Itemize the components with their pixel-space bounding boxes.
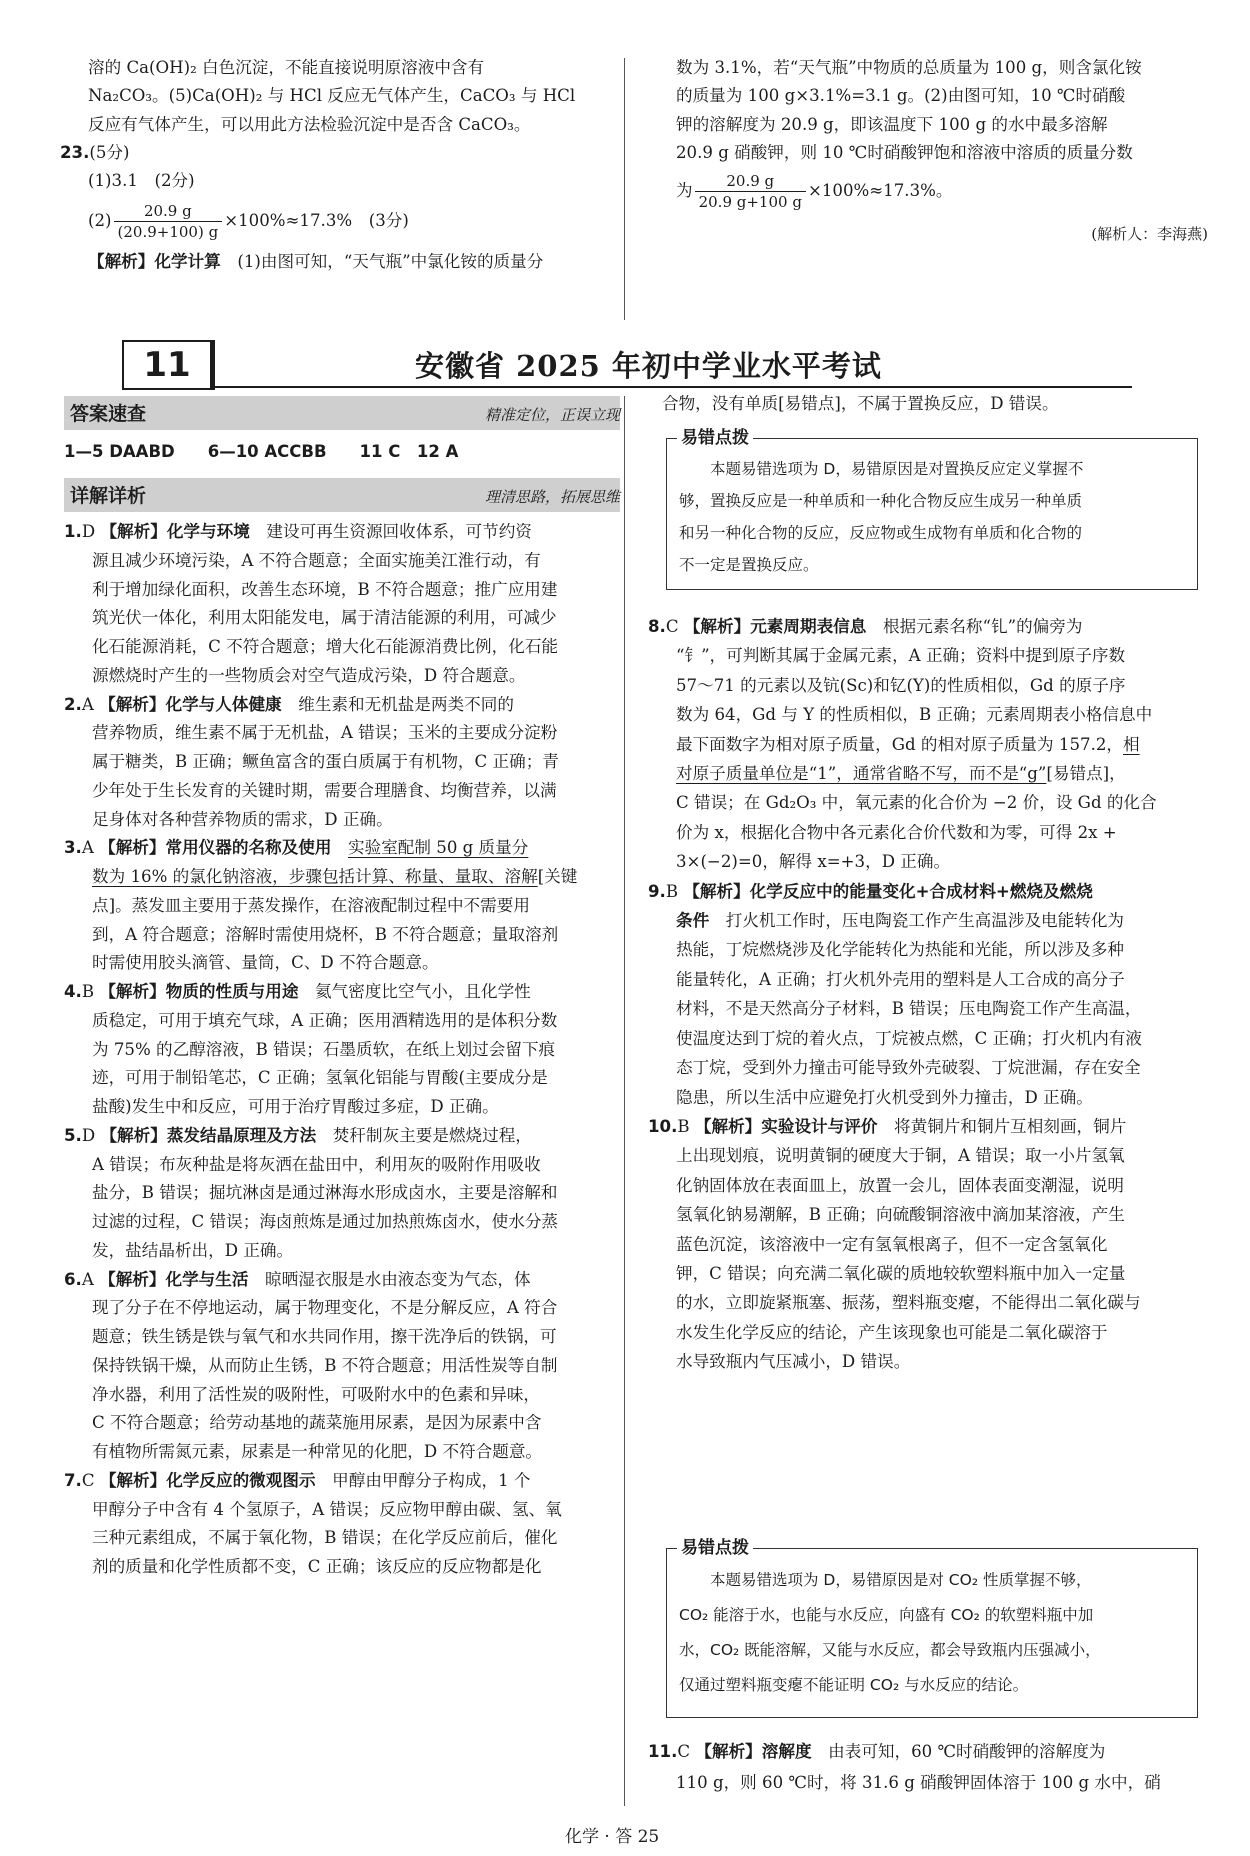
text-line: 和另一种化合物的反应，反应物或生成物有单质和化合物的	[679, 524, 1083, 542]
question-2	[64, 691, 624, 720]
question-number: 11.	[648, 1742, 678, 1761]
answer-prefix: (2)	[88, 211, 112, 231]
answer-1: (1)3.1 (2分)	[88, 171, 195, 191]
question-number: 9.	[648, 881, 666, 901]
analysis-topic: 化学与环境	[166, 522, 250, 541]
analysis-topic: 条件	[676, 911, 710, 931]
question-8	[648, 612, 1208, 641]
text-line: 使温度达到丁烷的着火点，丁烷被点燃，C 正确；打火机内有液	[676, 1028, 1143, 1048]
question-answer: D	[81, 1125, 96, 1145]
exam-number-box: 11	[122, 340, 215, 390]
fraction-numerator: 20.9 g	[695, 171, 806, 192]
analysis-topic: 常用仪器的名称及使用	[165, 838, 332, 858]
text-line: 合物，没有单质[易错点]，不属于置换反应，D 错误。	[662, 394, 1059, 413]
text-line: 仅通过塑料瓶变瘪不能证明 CO₂ 与水反应的结论。	[679, 1676, 1029, 1694]
text-line: 过滤的过程，C 错误；海卤煎炼是通过加热煎炼卤水，使水分蒸	[92, 1212, 559, 1231]
text-line: 保持铁锅干燥，从而防止生锈，B 不符合题意；用活性炭等自制	[92, 1355, 558, 1375]
page-footer: 化学 · 答 25	[565, 1827, 660, 1847]
text-line: 点]。蒸发皿主要用于蒸发操作，在溶液配制过程中不需要用	[92, 895, 530, 915]
analysis-topic: 化学与人体健康	[165, 694, 282, 714]
text-line: C 错误；在 Gd₂O₃ 中，氧元素的化合价为 −2 价，设 Gd 的化合	[676, 793, 1157, 813]
key-point-underline: 数为 16% 的氯化钠溶液，步骤包括计算、称量、量取、溶解	[92, 867, 538, 886]
text-line: 到，A 符合题意；溶解时需使用烧杯，B 不符合题意；量取溶剂	[92, 924, 559, 944]
text-line: 价为 x，根据化合物中各元素化合价代数和为零，可得 2x +	[676, 822, 1117, 842]
text-line: 隐患，所以生活中应避免打火机受到外力撞击，D 正确。	[676, 1087, 1093, 1107]
text-line: 源燃烧时产生的一些物质会对空气造成污染，D 符合题意。	[92, 665, 526, 685]
analysis-tag: 【解析】	[99, 694, 166, 714]
text-line: 氦气密度比空气小，且化学性	[298, 982, 531, 1001]
top-right-column	[648, 54, 1208, 248]
text-line: 筑光伏一体化，利用太阳能发电，属于清洁能源的利用，可减少	[92, 608, 557, 628]
analysis-text: (1)由图可知，“天气瓶”中氯化铵的质量分	[220, 252, 544, 272]
text-line: 态丁烷，受到外力撞击可能导致外壳破裂、丁烷泄漏，存在安全	[676, 1058, 1141, 1078]
analysis-topic: 蒸发结晶原理及方法	[166, 1125, 317, 1145]
left-main-column	[64, 518, 624, 1582]
fraction-denominator: (20.9+100) g	[117, 223, 219, 242]
text-line: 有植物所需氮元素，尿素是一种常见的化肥，D 不符合题意。	[92, 1442, 543, 1461]
question-number: 23.	[60, 142, 90, 162]
text-line: 数为 64，Gd 与 Y 的性质相似，B 正确；元素周期表小格信息中	[676, 705, 1153, 725]
exam-title: 安徽省 2025 年初中学业水平考试	[415, 349, 882, 383]
question-number: 4.	[64, 982, 82, 1001]
text-line: 发，盐结晶析出，D 正确。	[92, 1240, 294, 1260]
analysis-topic: 溶解度	[761, 1742, 812, 1761]
analysis-tag: 【解析】	[683, 881, 750, 901]
analysis-tag: 【解析】	[99, 982, 166, 1001]
detail-section-bar	[64, 478, 620, 512]
text-line: 化钠固体放在表面皿上，放置一会儿，固体表面变潮湿，说明	[676, 1175, 1125, 1195]
text-line: 不一定是置换反应。	[679, 556, 819, 574]
analysis-topic: 元素周期表信息	[750, 617, 867, 636]
fraction-numerator: 20.9 g	[114, 201, 223, 222]
analyst-credit: (解析人：李海燕)	[1091, 225, 1208, 244]
detail-section-label: 详解详析	[70, 485, 147, 507]
question-answer: C	[81, 1470, 95, 1490]
text-line: 为 75% 的乙醇溶液，B 错误；石墨质软，在纸上划过会留下痕	[92, 1039, 556, 1059]
text-line: 三种元素组成，不属于氧化物，B 错误；在化学反应前后，催化	[92, 1528, 558, 1548]
text-line: 数为 3.1%，若“天气瓶”中物质的总质量为 100 g，则含氯化铵	[676, 58, 1142, 77]
analysis-topic: 化学反应的微观图示	[166, 1470, 316, 1490]
question-number: 5.	[64, 1125, 82, 1145]
text-line: 盐酸)发生中和反应，可用于治疗胃酸过多症，D 正确。	[92, 1097, 499, 1116]
text-line: 的质量为 100 g×3.1%=3.1 g。(2)由图可知，10 ℃时硝酸	[676, 86, 1126, 106]
text-line: 能量转化，A 正确；打火机外壳用的塑料是人工合成的高分子	[676, 969, 1125, 989]
fraction	[114, 201, 223, 242]
question-10	[648, 1112, 1208, 1141]
top-left-column	[60, 54, 620, 277]
column-divider	[624, 396, 625, 1806]
text-line: CO₂ 能溶于水，也能与水反应，向盛有 CO₂ 的软塑料瓶中加	[679, 1606, 1094, 1624]
text-line: 57～71 的元素以及钪(Sc)和钇(Y)的性质相似，Gd 的原子序	[676, 675, 1126, 695]
error-tip-box	[666, 428, 1198, 590]
text-segment: 最下面数字为相对原子质量，Gd 的相对原子质量为 157.2，	[676, 734, 1123, 754]
question-answer: A	[81, 1269, 94, 1289]
question-number: 3.	[64, 838, 82, 858]
text-line: 盐分，B 错误；掘坑淋卤是通过淋海水形成卤水，主要是溶解和	[92, 1183, 558, 1203]
question-answer: A	[81, 694, 94, 714]
text-line: 焚秆制灰主要是燃烧过程，	[316, 1125, 532, 1145]
question-number: 10.	[648, 1116, 678, 1136]
question-6	[64, 1266, 624, 1295]
question-answer: C	[665, 617, 679, 636]
question-number: 1.	[64, 522, 82, 541]
text-line: 本题易错选项为 D，易错原因是对置换反应定义掌握不	[679, 460, 1084, 478]
analysis-tag: 【解析】	[100, 1125, 167, 1145]
answer-section-subtitle: 精准定位，正误立现	[484, 406, 620, 424]
column-divider	[624, 58, 625, 320]
question-7	[64, 1467, 624, 1496]
question-number: 7.	[64, 1470, 82, 1490]
key-point-underline: 实验室配制 50 g 质量分	[348, 838, 529, 858]
text-line: 热能，丁烷燃烧涉及化学能转化为热能和光能，所以涉及多种	[676, 940, 1125, 960]
text-line: 材料，不是天然高分子材料，B 错误；压电陶瓷工作产生高温，	[676, 999, 1142, 1019]
analysis-tag: 【解析】	[99, 838, 166, 858]
key-point-marker: [易错点]，	[1046, 764, 1126, 784]
error-tip-body	[667, 1549, 1197, 1709]
text-line: 利于增加绿化面积，改善生态环境，B 不符合题意；推广应用建	[92, 579, 558, 599]
detail-section-subtitle: 理清思路，拓展思维	[484, 488, 620, 506]
text-line: 氢氧化钠易潮解，B 正确；向硫酸铜溶液中滴加某溶液，产生	[676, 1205, 1125, 1225]
question-number: 2.	[64, 694, 82, 714]
analysis-topic: 化学反应中的能量变化+合成材料+燃烧及燃烧	[749, 881, 1093, 901]
answer-section-bar	[64, 396, 620, 430]
analysis-topic: 化学与生活	[165, 1269, 249, 1289]
text-segment: 打火机工作时，压电陶瓷工作产生高温涉及电能转化为	[709, 911, 1125, 931]
text-line: 维生素和无机盐是两类不同的	[281, 694, 514, 714]
key-point-underline: 相	[1123, 734, 1140, 754]
text-line: 甲醇分子中含有 4 个氢原子，A 错误；反应物甲醇由碳、氢、氧	[92, 1499, 562, 1519]
text-line: 剂的质量和化学性质都不变，C 正确；该反应的反应物都是化	[92, 1557, 542, 1576]
text-line: 化石能源消耗，C 不符合题意；增大化石能源消费比例，化石能	[92, 637, 559, 656]
question-5	[64, 1122, 624, 1151]
answer-2	[60, 201, 620, 242]
key-point-underline: 对原子质量单位是“1”，通常省略不写，而不是“g”	[676, 764, 1047, 784]
text-line	[64, 863, 624, 892]
text-line: 的水，立即旋紧瓶塞、振荡，塑料瓶变瘪，不能得出二氧化碳与	[676, 1293, 1141, 1313]
text-line: Na₂CO₃。(5)Ca(OH)₂ 与 HCl 反应无气体产生，CaCO₃ 与 HCl	[88, 86, 576, 106]
text-line: 由表可知，60 ℃时硝酸钾的溶解度为	[811, 1742, 1106, 1761]
text-line	[648, 730, 1208, 759]
text-line: 蓝色沉淀，该溶液中一定有氢氧根离子，但不一定含氢氧化	[676, 1234, 1108, 1254]
text-line: 营养物质，维生素不属于无机盐，A 错误；玉米的主要成分淀粉	[92, 723, 558, 743]
question-answer: B	[665, 881, 679, 901]
analysis-tag: 【解析】	[695, 1742, 762, 1761]
right-main-column	[648, 612, 1208, 1377]
analysis-topic: 实验设计与评价	[761, 1116, 878, 1136]
text-line: 钾，C 错误；向充满二氧化碳的质地较软塑料瓶中加入一定量	[676, 1263, 1126, 1283]
text-line	[648, 759, 1208, 788]
text-line: 将黄铜片和铜片互相刻画，铜片	[877, 1116, 1127, 1136]
analysis-tag: 【解析】	[694, 1116, 762, 1136]
question-answer: A	[81, 838, 94, 858]
title-rule	[212, 386, 1132, 388]
analysis-topic: 物质的性质与用途	[165, 982, 299, 1001]
fraction	[695, 171, 806, 212]
text-line: 溶的 Ca(OH)₂ 白色沉淀，不能直接说明原溶液中含有	[88, 58, 485, 77]
error-tip-body	[667, 439, 1197, 587]
text-line: 质稳定，可用于填充气球，A 正确；医用酒精选用的是体积分数	[92, 1010, 558, 1030]
analysis-tag: 【解析】	[100, 522, 167, 541]
text-line: 3×(−2)=0，解得 x=+3，D 正确。	[676, 852, 951, 872]
error-tip-label: 易错点拨	[677, 1533, 753, 1558]
question-number: 8.	[648, 617, 666, 636]
analysis-tag: 【解析】	[683, 617, 751, 636]
question-11-block	[648, 1736, 1208, 1798]
text-line: 甲醇由甲醇分子构成，1 个	[315, 1470, 531, 1490]
text-line: 钾的溶解度为 20.9 g，即该温度下 100 g 的水中最多溶解	[676, 114, 1108, 134]
question-3	[64, 834, 624, 863]
question-answer: B	[677, 1116, 690, 1136]
answer-suffix: ×100%≈17.3% (3分)	[224, 211, 409, 231]
text-line: 净水器，利用了活性炭的吸附性，可吸附水中的色素和异味，	[92, 1384, 541, 1404]
text-line: 晾晒湿衣服是水由液态变为气态，体	[248, 1269, 531, 1289]
text-line: 反应有气体产生，可以用此方法检验沉淀中是否含 CaCO₃。	[88, 114, 531, 134]
question-answer: D	[81, 522, 96, 541]
text-line: 本题易错选项为 D，易错原因是对 CO₂ 性质掌握不够，	[679, 1571, 1092, 1589]
analysis-tag: 【解析】	[99, 1470, 167, 1490]
analysis-line	[60, 248, 620, 276]
analysis-tag: 【解析】	[99, 1269, 166, 1289]
question-4	[64, 978, 624, 1007]
question-23-header	[60, 139, 620, 167]
text-line: 够，置换反应是一种单质和一种化合物反应生成另一种单质	[679, 492, 1083, 510]
question-answer: B	[81, 982, 95, 1001]
right-continuation	[662, 390, 1222, 418]
text-line: 水发生化学反应的结论，产生该现象也可能是二氧化碳溶于	[676, 1322, 1108, 1342]
question-score: (5分)	[89, 142, 130, 162]
text-line: 源且减少环境污染，A 不符合题意；全面实施美江淮行动，有	[92, 550, 541, 570]
text-line: 现了分子在不停地运动，属于物理变化，不是分解反应，A 符合	[92, 1298, 558, 1318]
text-line: 迹，可用于制铅笔芯，C 正确；氢氧化铝能与胃酸(主要成分是	[92, 1068, 548, 1088]
analysis-topic: 化学计算	[154, 252, 221, 272]
text-line: 110 g，则 60 ℃时，将 31.6 g 硝酸钾固体溶于 100 g 水中，硝	[676, 1773, 1161, 1792]
question-9	[648, 877, 1208, 906]
text-line: 上出现划痕，说明黄铜的硬度大于铜，A 错误；取一小片氢氧	[676, 1146, 1125, 1166]
text-line	[648, 906, 1208, 935]
text-line: 建设可再生资源回收体系，可节约资	[249, 522, 532, 541]
answer-section-label: 答案速查	[70, 403, 147, 425]
analysis-tag: 【解析】	[88, 252, 155, 272]
text-space	[331, 838, 348, 857]
fraction-suffix: ×100%≈17.3%。	[807, 181, 953, 201]
fraction-prefix: 为	[676, 181, 693, 201]
text-line: 少年处于生长发育的关键时期，需要合理膳食、均衡营养，以满	[92, 780, 557, 800]
text-line: 水，CO₂ 既能溶解，又能与水反应，都会导致瓶内压强减小，	[679, 1641, 1101, 1659]
text-line: “钅”，可判断其属于金属元素，A 正确；资料中提到原子序数	[676, 646, 1126, 666]
text-line: 足身体对各种营养物质的需求，D 正确。	[92, 809, 393, 829]
error-tip-box-2	[666, 1538, 1198, 1718]
text-line: A 错误；布灰种盐是将灰洒在盐田中，利用灰的吸附作用吸收	[92, 1154, 541, 1174]
question-1	[64, 518, 624, 547]
question-answer: C	[677, 1742, 691, 1761]
error-tip-label: 易错点拨	[677, 423, 753, 448]
question-number: 6.	[64, 1269, 82, 1289]
question-11	[648, 1736, 1208, 1767]
fraction-line	[648, 171, 1208, 212]
text-line: 根据元素名称“钆”的偏旁为	[866, 617, 1083, 636]
text-line: C 不符合题意；给劳动基地的蔬菜施用尿素，是因为尿素中含	[92, 1413, 542, 1433]
key-point-marker: [关键	[537, 867, 578, 886]
text-line: 水导致瓶内气压减小，D 错误。	[676, 1352, 911, 1372]
text-line: 时需使用胶头滴管、量筒，C、D 不符合题意。	[92, 953, 439, 973]
fraction-denominator: 20.9 g+100 g	[698, 193, 802, 212]
text-line: 题意；铁生锈是铁与氧气和水共同作用，擦干洗净后的铁锅，可	[92, 1327, 557, 1346]
text-line: 20.9 g 硝酸钾，则 10 ℃时硝酸钾饱和溶液中溶质的质量分数	[676, 142, 1133, 162]
quick-answers: 1—5 DAABD 6—10 ACCBB 11 C 12 A	[64, 442, 459, 461]
text-line: 属于糖类，B 正确；鳜鱼富含的蛋白质属于有机物，C 正确；青	[92, 752, 559, 771]
